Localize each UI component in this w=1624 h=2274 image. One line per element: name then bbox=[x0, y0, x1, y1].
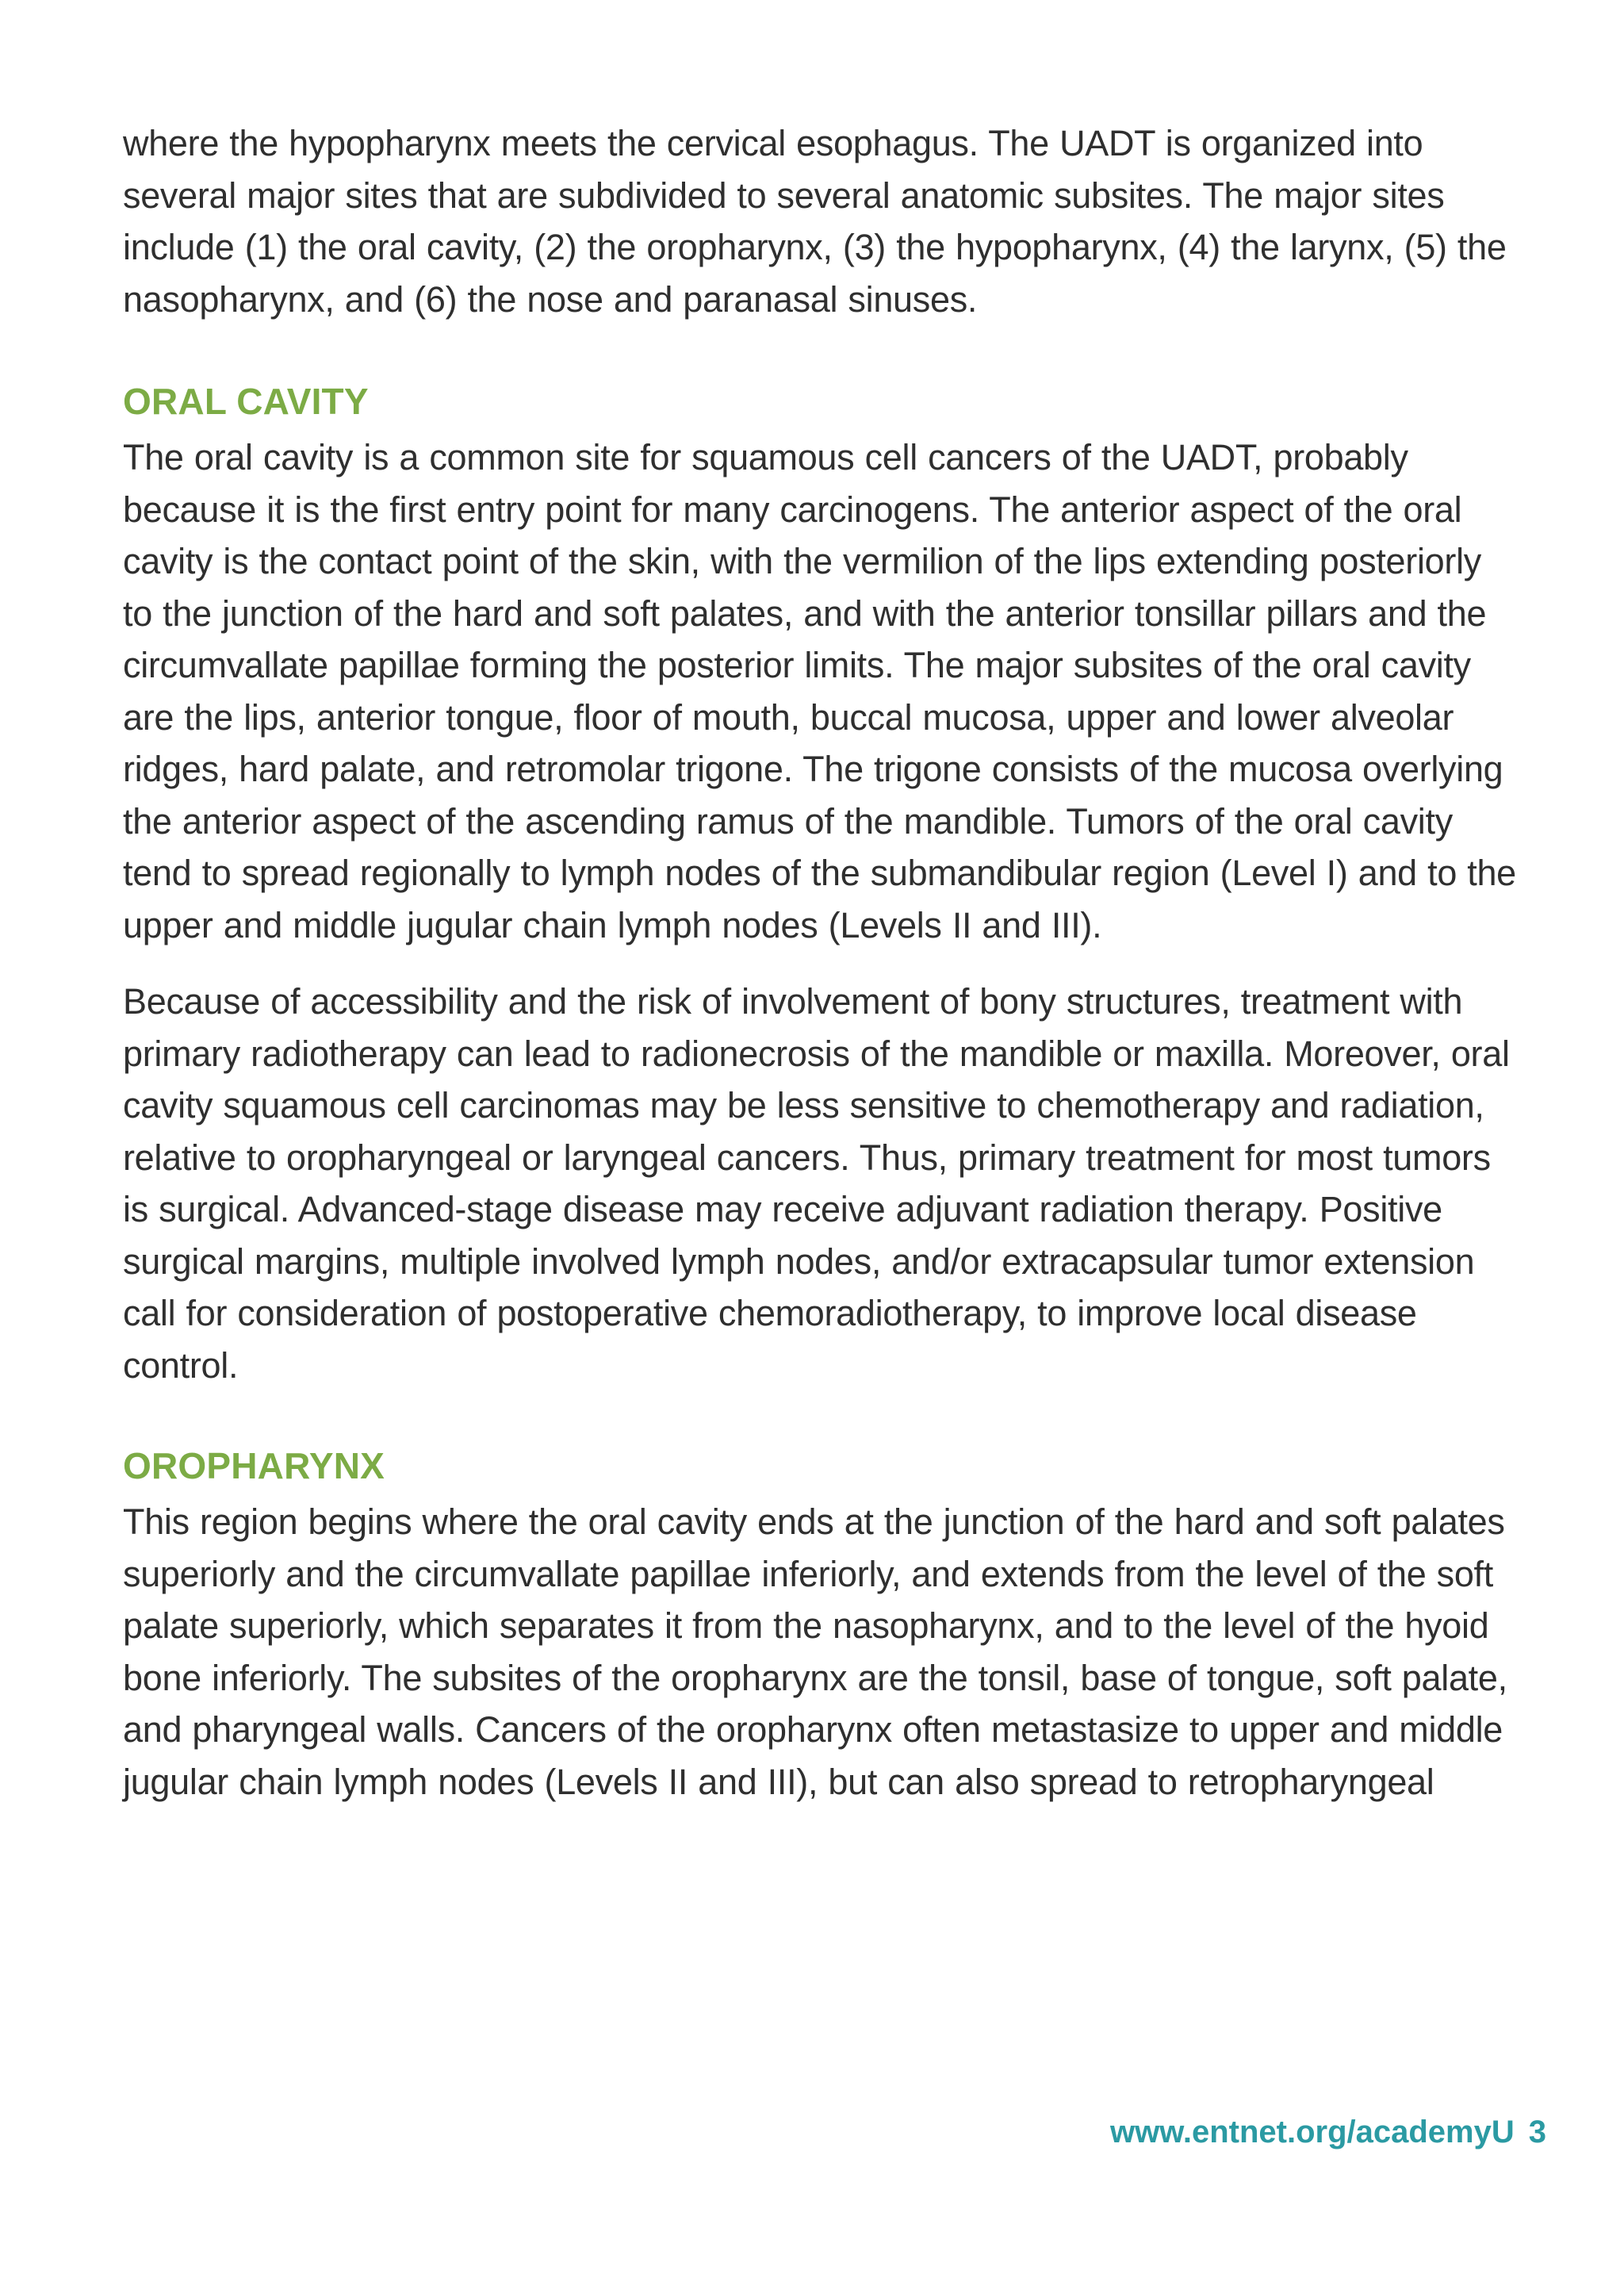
page-footer bbox=[1110, 2112, 1546, 2152]
page-number: 3 bbox=[1528, 2115, 1546, 2149]
paragraph-oropharynx-1: This region begins where the oral cavity ends at the junction of the hard and soft palates superiorly and the circumvallate papillae inferiorly, and extends from the level of the soft palate superiorly, which separates it from the nasopharynx, and to the level of the hyoid bone inferiorly. The subsites of the oropharynx are the tonsil, base of tongue, soft palate, and pharyngeal walls. Cancers of the oropharynx often metastasize to upper and middle jugular chain lymph nodes (Levels II and III), but can also spread to retropharyngeal bbox=[123, 1501, 1507, 1802]
heading-oropharynx: OROPHARYNX bbox=[123, 1445, 385, 1486]
paragraph-oral-cavity-2: Because of accessibility and the risk of involvement of bony structures, treatment with primary radiotherapy can lead to radionecrosis of the mandible or maxilla. Moreover, oral cavity squamous cell carcinomas may be less sensitive to chemotherapy and radiation, relative to oropharyngeal or laryngeal cancers. Thus, primary treatment for most tumors is surgical. Advanced-stage disease may receive adjuvant radiation therapy. Positive surgical margins, multiple involved lymph nodes, and/or extracapsular tumor extension call for consideration of postoperative chemoradiotherapy, to improve local disease control. bbox=[123, 981, 1510, 1386]
footer-url: www.entnet.org/academyU bbox=[1110, 2115, 1515, 2149]
paragraph-intro: where the hypopharynx meets the cervical esophagus. The UADT is organized into several major sites that are subdivided to several anatomic subsites. The major sites include (1) the oral cavity, (2) the oropharynx, (3) the hypopharynx, (4) the larynx, (5) the nasopharynx, and (6) the nose and paranasal sinuses. bbox=[123, 123, 1507, 320]
heading-oral-cavity: ORAL CAVITY bbox=[123, 381, 369, 422]
paragraph-oral-cavity-1: The oral cavity is a common site for squamous cell cancers of the UADT, probably because it is the first entry point for many carcinogens. The anterior aspect of the oral cavity is the contact point of the skin, with the vermilion of the lips extending posteriorly to the junction of the hard and soft palates, and with the anterior tonsillar pillars and the circumvallate papillae forming the posterior limits. The major subsites of the oral cavity are the lips, anterior tongue, floor of mouth, buccal mucosa, upper and lower alveolar ridges, hard palate, and retromolar trigone. The trigone consists of the mucosa overlying the anterior aspect of the ascending ramus of the mandible. Tumors of the oral cavity tend to spread regionally to lymph nodes of the submandibular region (Level I) and to the upper and middle jugular chain lymph nodes (Levels II and III). bbox=[123, 437, 1516, 945]
page-content bbox=[123, 117, 1519, 1808]
